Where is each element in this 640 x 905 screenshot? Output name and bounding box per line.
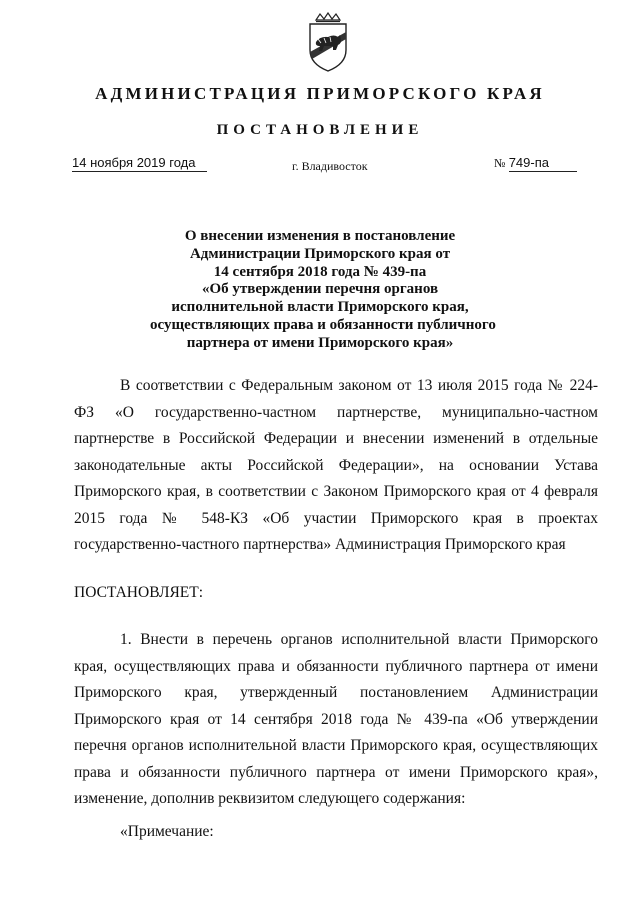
heading-line: исполнительной власти Приморского края, [171,299,469,316]
heading-line: Администрации Приморского края от [189,245,451,262]
document-date: 14 ноября 2019 года [72,155,207,172]
number-prefix: № [494,156,506,170]
organization-title: АДМИНИСТРАЦИЯ ПРИМОРСКОГО КРАЯ [95,84,545,103]
preamble-paragraph: В соответствии с Федеральным законом от 13 июля 2015 года № 224-ФЗ «О государственно-частном партнерстве, муниципально-частном партнерстве в Российской Федерации и внесении изменений в отдельные законодательные акты Российской Федерации», на основании Устава Приморского края, в соответствии с Законом Приморского края от 4 февраля 2015 года № 548-КЗ «Об участии Приморского края в проектах государственно-частного партнерства» Администрация Приморского края [74,377,598,553]
heading-line: «Об утверждении перечня органов [201,281,439,298]
document-type: ПОСТАНОВЛЕНИЕ [216,122,424,138]
document-heading [150,228,496,353]
number-value: 749-па [509,155,577,172]
resolves-heading: ПОСТАНОВЛЯЕТ: [74,584,204,601]
coat-of-arms-icon [302,12,354,74]
document-city: г. Владивосток [292,159,368,173]
heading-line: партнера от имени Приморского края» [186,334,454,351]
heading-line: осуществляющих права и обязанности публичного [150,316,496,333]
document-number [494,155,586,172]
heading-line: О внесении изменения в постановление [184,228,456,244]
note-paragraph: «Примечание: [120,823,214,840]
heading-line: 14 сентября 2018 года № 439-па [213,263,427,280]
clause-1-paragraph: 1. Внести в перечень органов исполнительной власти Приморского края, осуществляющих права и обязанности публичного партнера от имени Приморского края, утвержденный постановлением Администрации Приморского края от 14 сентября 2018 года № 439-па «Об утверждении перечня органов исполнительной власти Приморского края, осуществляющих права и обязанности публичного партнера от имени Приморского края», изменение, дополнив реквизитом следующего содержания: [74,631,598,807]
